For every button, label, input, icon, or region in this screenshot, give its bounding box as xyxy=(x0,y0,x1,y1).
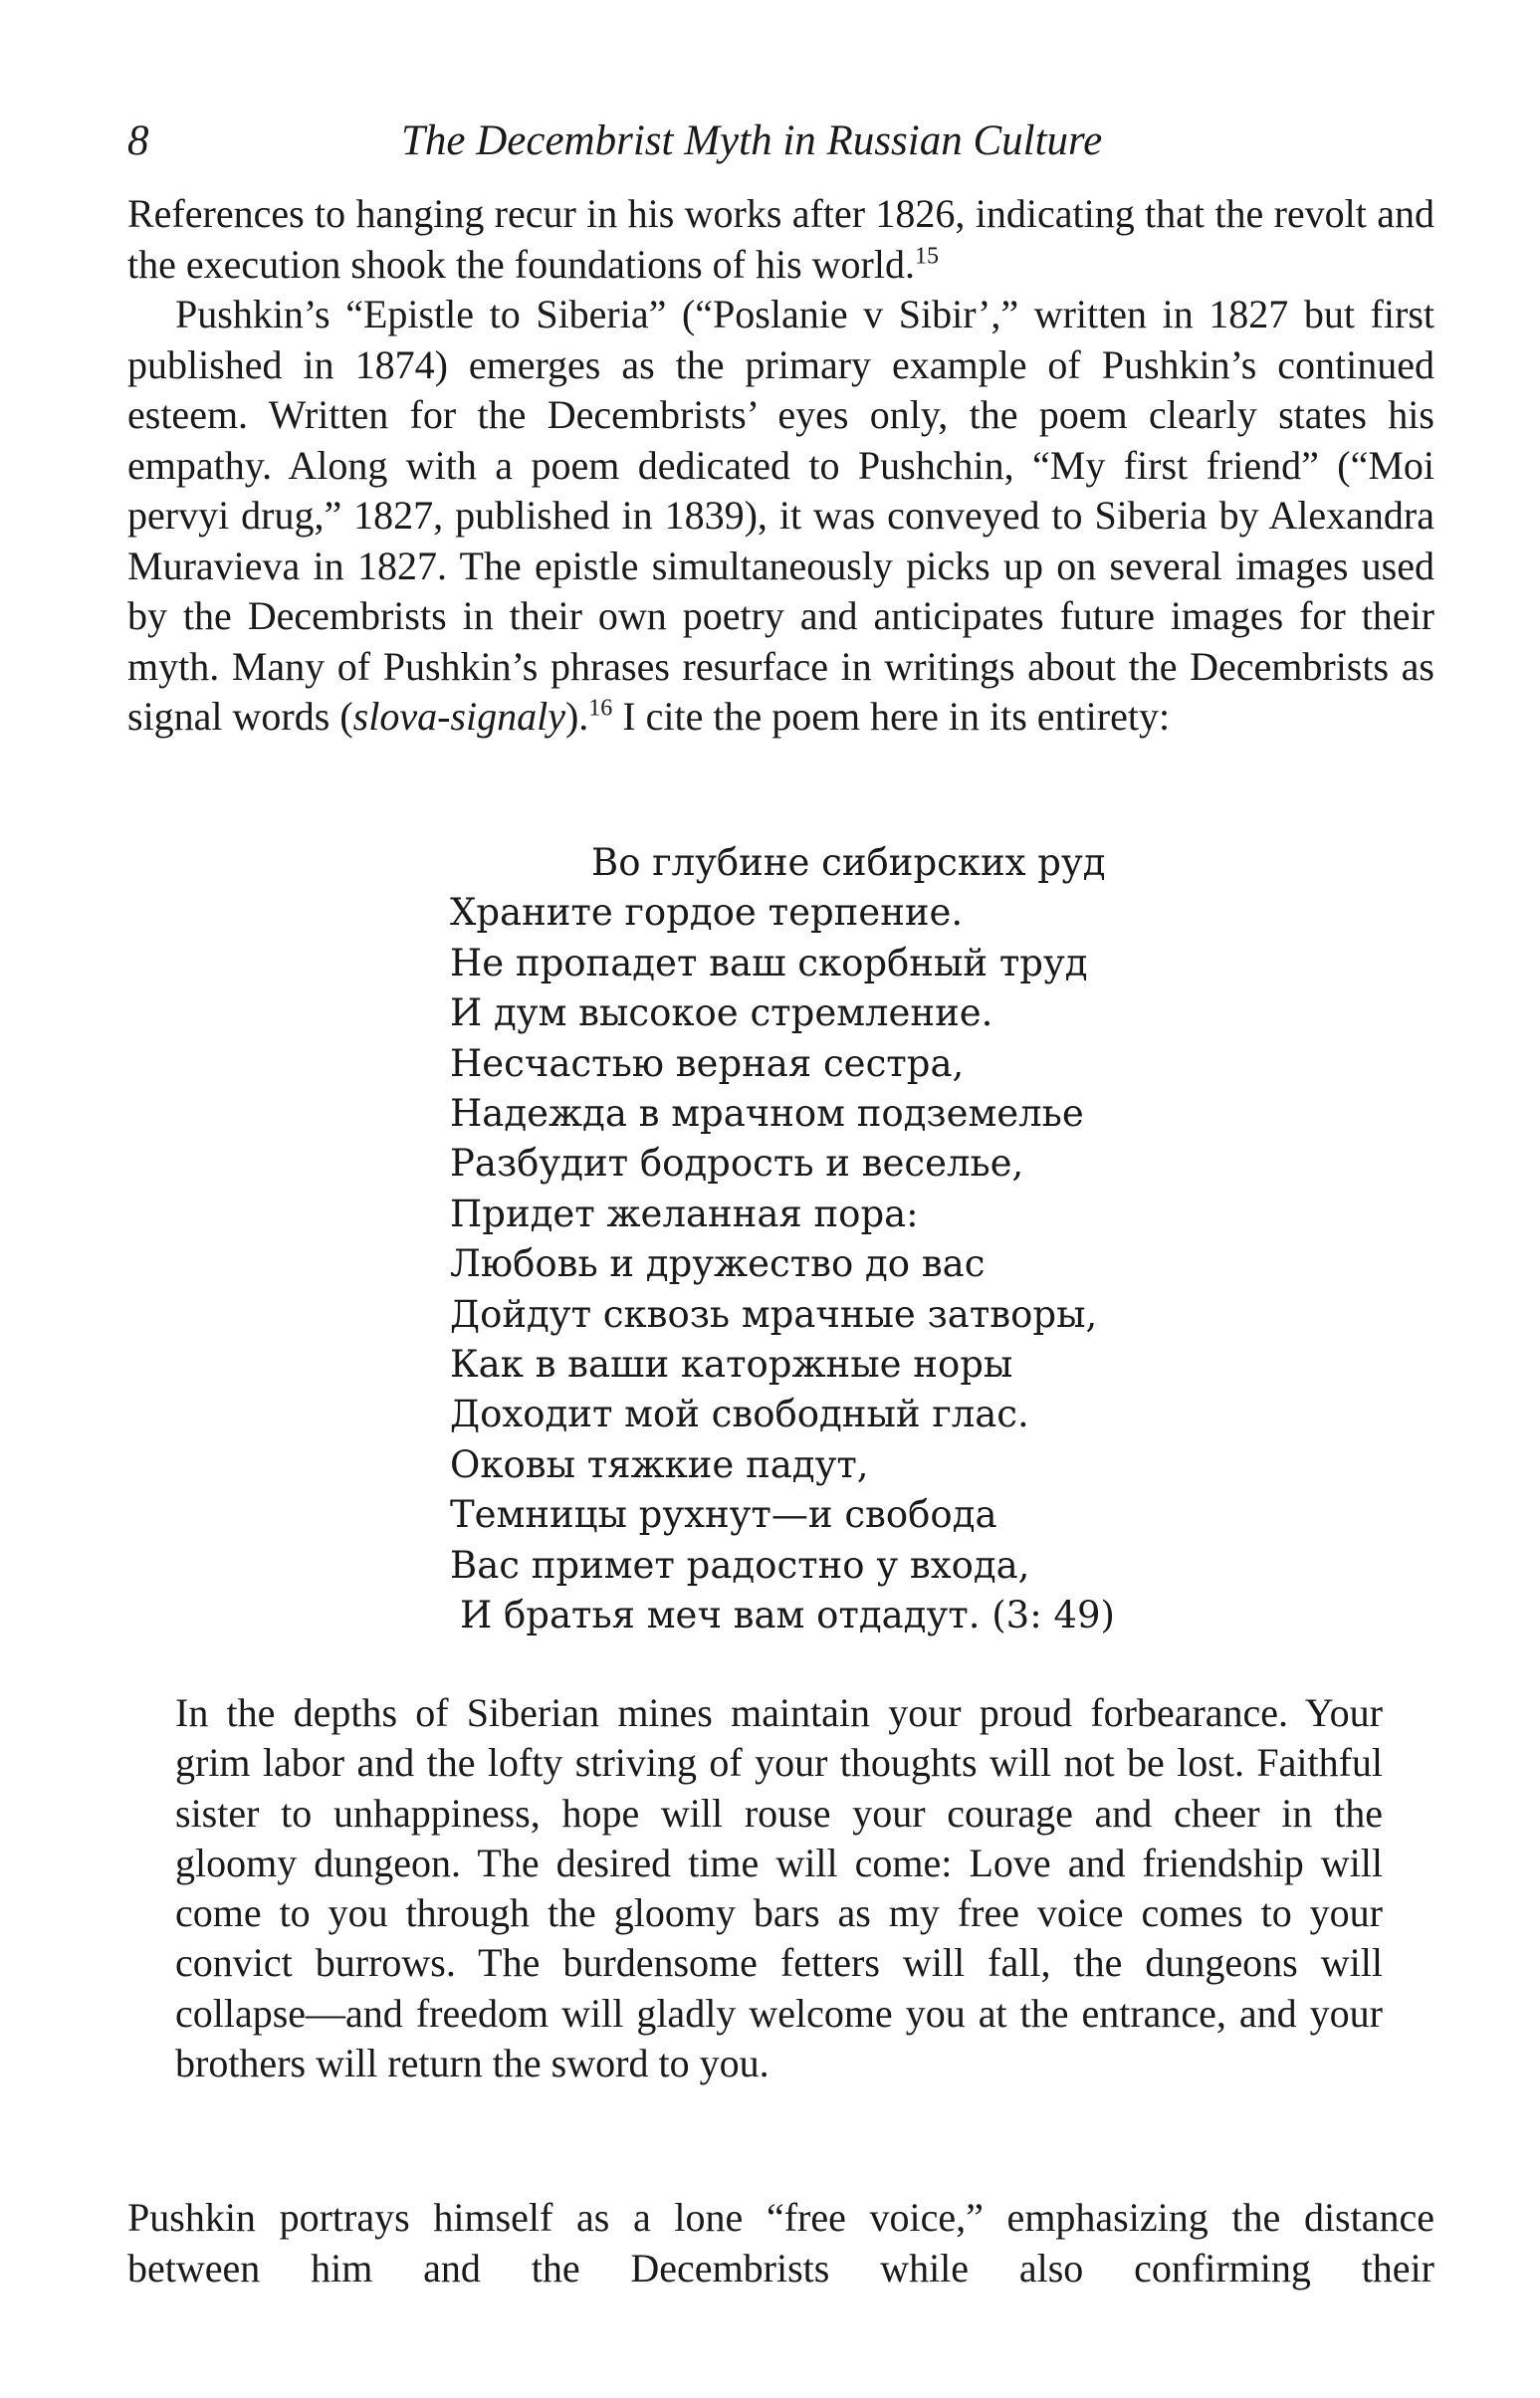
poem-line: Надежда в мрачном подземелье xyxy=(450,1092,1084,1136)
running-head xyxy=(127,111,1434,171)
poem-line: Дойдут сквозь мрачные затворы, xyxy=(450,1292,1098,1336)
poem-line: Не пропадет ваш скорбный труд xyxy=(450,941,1088,984)
poem-line: Несчастью верная сестра, xyxy=(450,1041,965,1085)
poem-line: И братья меч вам отдадут. (3: 49) xyxy=(460,1594,1115,1637)
paragraph-hanging xyxy=(127,189,1434,290)
poem-line: Как в ваши каторжные норы xyxy=(450,1343,1013,1387)
running-title: The Decembrist Myth in Russian Culture xyxy=(401,117,1103,164)
paragraph-free-voice: Pushkin portrays himself as a lone “free voice,” emphasizing the distance between him and the Decembrists while also confirming their xyxy=(127,2195,1434,2290)
paragraph-text: Pushkin’s “Epistle to Siberia” (“Poslanie v Sibir’,” written in 1827 but first published in 1874) emerges as the primary example of Pushkin’s continued esteem. Written for the Decembrists’ eyes only, the poem clearly states his empathy. Along with a poem dedicated to Pushchin, “My first friend” (“Moi pervyi drug,” 1827, published in 1839), it was conveyed to Siberia by Alexandra Muravieva in 1827. The epistle simultaneously picks up on several images used by the Decembrists in their own poetry and anticipates future images for their myth. Many of Pushkin’s phrases resurface in writings about the Decembrists as signal words ( xyxy=(127,292,1434,739)
poem-line: И дум высокое стремление. xyxy=(450,991,993,1035)
footnote-reference: 16 xyxy=(588,695,613,722)
poem-line: Темницы рухнут—и свобода xyxy=(450,1493,997,1537)
poem-line: Доходит мой свободный глас. xyxy=(450,1393,1029,1436)
poem-line: Разбудит бодрость и веселье, xyxy=(450,1142,1024,1186)
paragraph-epistle xyxy=(127,290,1434,743)
page-number: 8 xyxy=(127,117,149,164)
paragraph-text: I cite the poem here in its entirety: xyxy=(612,694,1171,739)
russian-poem xyxy=(450,838,1167,1641)
poem-line: Любовь и дружество до вас xyxy=(450,1242,986,1286)
italic-term: slova-signaly xyxy=(352,694,565,739)
paragraph-text: References to hanging recur in his works after 1826, indicating that the revolt and the execution shook the foundations of his world. xyxy=(127,191,1434,287)
poem-translation: In the depths of Siberian mines maintain your proud forbearance. Your grim labor and the lofty striving of your thoughts will not be lost. Faithful sister to unhappiness, hope will rouse your courage and cheer in the gloomy dungeon. The desired time will come: Love and friendship will come to you through the gloomy bars as my free voice comes to your convict burrows. The burdensome fetters will fall, the dungeons will collapse—and freedom will gladly welcome you at the entrance, and your brothers will return the sword to you. xyxy=(175,1690,1383,2086)
poem-line: Вас примет радостно у входа, xyxy=(450,1543,1030,1587)
poem-line: Придет желанная пора: xyxy=(450,1192,919,1235)
poem-line: Во глубине сибирских руд xyxy=(591,841,1106,884)
paragraph-text: ). xyxy=(564,694,589,739)
poem-line: Храните гордое терпение. xyxy=(450,891,964,935)
footnote-reference: 15 xyxy=(914,243,939,270)
poem-line: Оковы тяжкие падут, xyxy=(450,1442,869,1486)
